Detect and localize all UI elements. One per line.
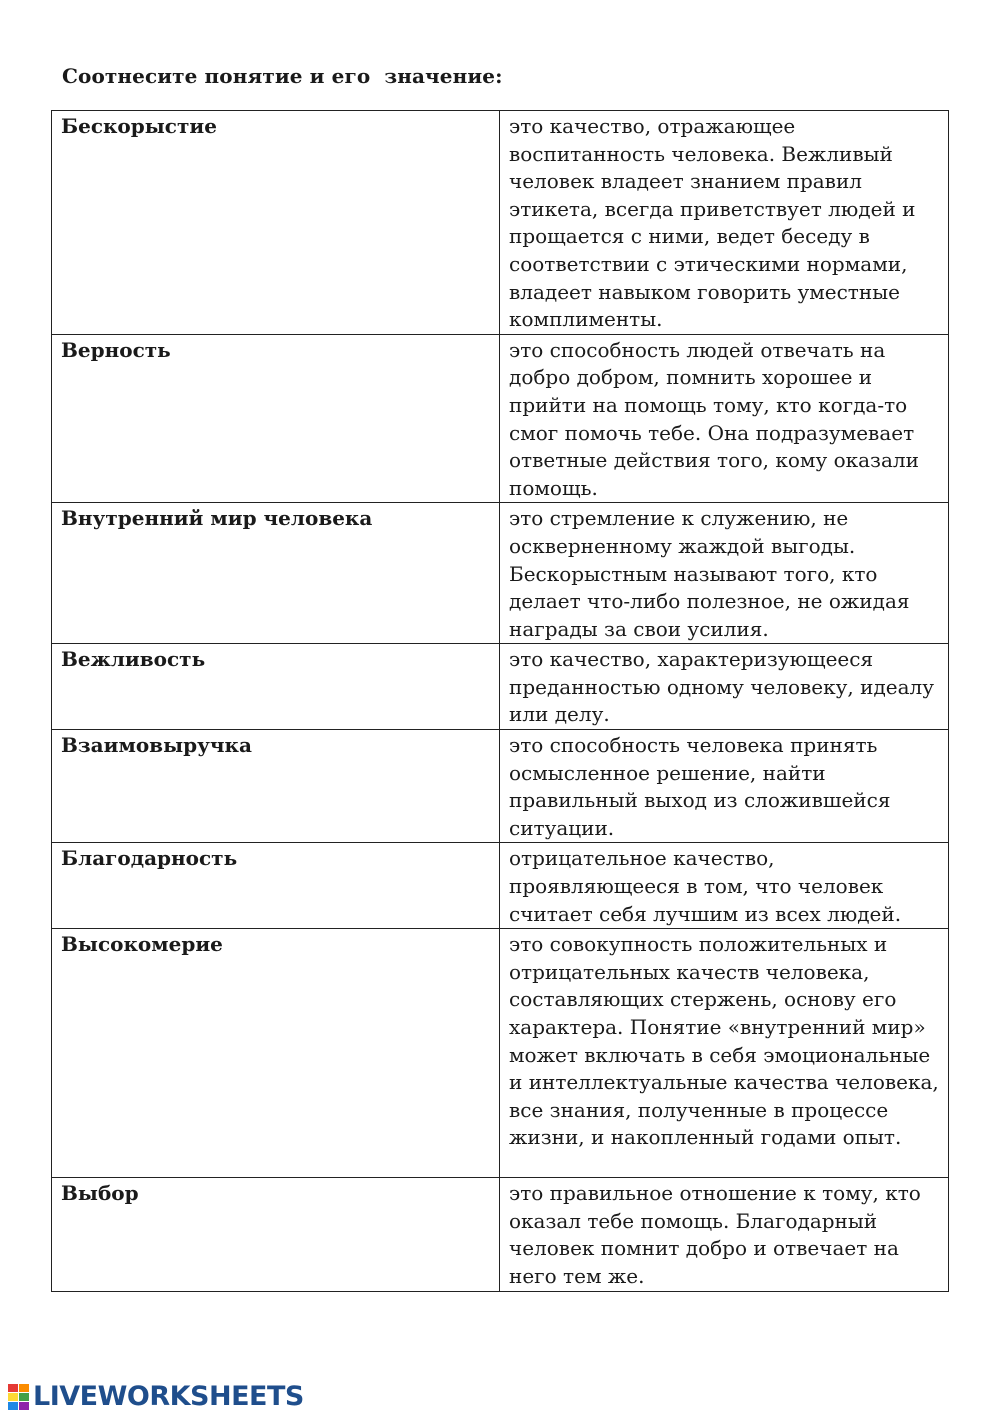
term-cell: Взаимовыручка (52, 730, 500, 843)
logo-text: LIVEWORKSHEETS (33, 1381, 304, 1412)
liveworksheets-logo-icon (8, 1384, 30, 1410)
definition-cell: это способность людей отвечать на добро добром, помнить хорошее и прийти на помощь тому, кто когда-то смог помочь тебе. Она подразумевает ответные действия того, кому оказали помощь. (500, 334, 949, 503)
logo-tile (8, 1384, 18, 1392)
term-cell: Внутренний мир человека (52, 503, 500, 644)
definition-cell: это совокупность положительных и отрицательных качеств человека, составляющих стержень, основу его характера. Понятие «внутренний мир» может включать в себя эмоциональные и интеллектуальные качества человека, все знания, полученные в процессе жизни, и накопленный годами опыт. (500, 929, 949, 1178)
table-row (52, 730, 949, 843)
logo-tile (8, 1402, 18, 1410)
term-cell: Верность (52, 334, 500, 503)
logo-tile (8, 1393, 18, 1401)
definition-cell: это качество, отражающее воспитанность человека. Вежливый человек владеет знанием правил этикета, всегда приветствует людей и прощается с ними, ведет беседу в соответствии с этическими нормами, владеет навыком говорить уместные комплименты. (500, 111, 949, 335)
table-row (52, 644, 949, 730)
table-row (52, 1178, 949, 1291)
table-row (52, 503, 949, 644)
term-cell: Выбор (52, 1178, 500, 1291)
logo-tile (19, 1402, 29, 1410)
table-row (52, 111, 949, 335)
matching-table (51, 110, 949, 1292)
term-cell: Вежливость (52, 644, 500, 730)
table-row (52, 929, 949, 1178)
logo-tile (19, 1384, 29, 1392)
liveworksheets-logo[interactable] (8, 1381, 304, 1412)
definition-cell: это правильное отношение к тому, кто оказал тебе помощь. Благодарный человек помнит добро и отвечает на него тем же. (500, 1178, 949, 1291)
table-row (52, 334, 949, 503)
definition-cell: отрицательное качество, проявляющееся в том, что человек считает себя лучшим из всех людей. (500, 843, 949, 929)
term-cell: Благодарность (52, 843, 500, 929)
term-cell: Высокомерие (52, 929, 500, 1178)
logo-tile (19, 1393, 29, 1401)
page-title: Соотнесите понятие и его значение: (62, 64, 503, 88)
definition-cell: это стремление к служению, не оскверненному жаждой выгоды. Бескорыстным называют того, кто делает что-либо полезное, не ожидая награды за свои усилия. (500, 503, 949, 644)
term-cell: Бескорыстие (52, 111, 500, 335)
table-row (52, 843, 949, 929)
definition-cell: это способность человека принять осмысленное решение, найти правильный выход из сложившейся ситуации. (500, 730, 949, 843)
definition-cell: это качество, характеризующееся преданностью одному человеку, идеалу или делу. (500, 644, 949, 730)
